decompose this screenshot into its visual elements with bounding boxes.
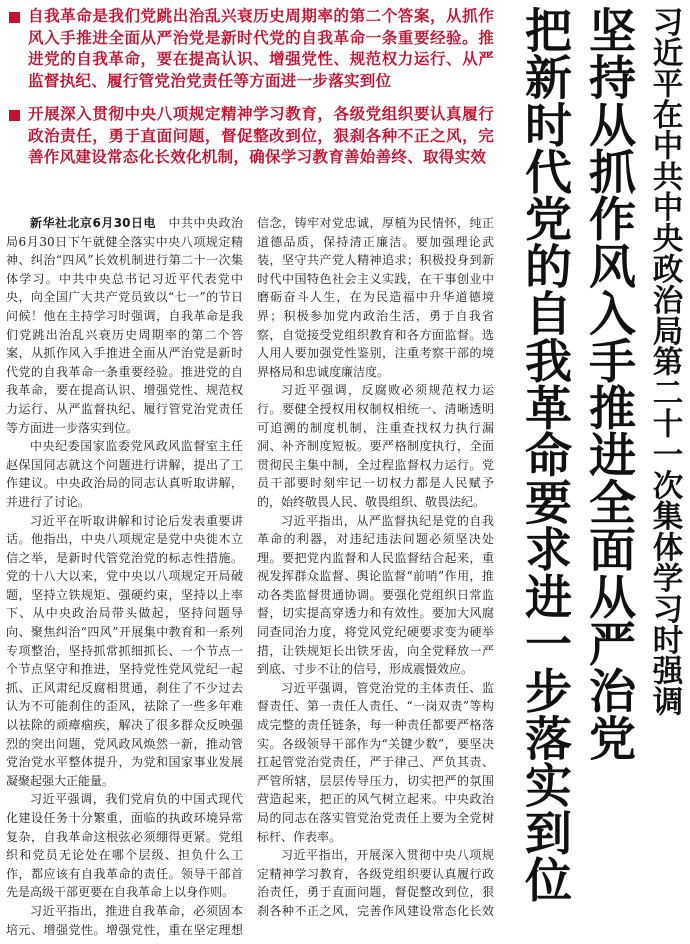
article-paragraph: 习近平强调，反腐败必须规范权力运行。要健全授权用权制权相统一、清晰透明可追溯的制度机制，注重查找权力执行漏洞、补齐制度短板。要严格制度执行，全面贯彻民主集中制，全过程监督权力运行。党员干部要时刻牢记一切权力都是人民赋予的，始终敬畏人民、敬畏组织、敬畏法纪。 <box>257 383 494 509</box>
square-bullet-icon <box>9 110 20 121</box>
summary-block <box>6 6 494 181</box>
article-paragraph: 习近平强调，管党治党的主体责任、监督责任、第一责任人责任、“一岗双责”等构成完整的责任链条，每一种责任都要严格落实。各级领导干部作为“关键少数”，要坚决扛起管党治党责任，严于律己、严负其责、严管所辖，层层传导压力，切实把严的氛围营造起来，把正的风气树立起来。中央政治局的同志在落实管党治党责任上要为全党树标杆、作表率。 <box>257 680 494 844</box>
article-paragraph: 中央纪委国家监委党风政风监督室主任赵保国同志就这个问题进行讲解，提出了工作建议。中央政治局的同志认真听取讲解，并进行了讨论。 <box>6 439 243 509</box>
article-body <box>6 214 494 940</box>
main-headline <box>496 6 640 938</box>
article-paragraph: 习近平指出，推进自我革命，必须固本培元、增强党性。增强党性，重在坚定理想信念，铸牢对党忠诚，厚植为民情怀，纯正道德品质，保持清正廉洁。要加强理论武装，坚守共产党人精神追求；积极投身到新时代中国特色社会主义实践，在干事创业中磨砺奋斗人生，在为民造福中升华道德境界；积极参加党内政治生活，勇于自我省察，自觉接受党组织教育和各方面监督。选人用人要加强党性鉴别，注重考察干部的境界格局和忠诚度廉洁度。 <box>6 216 494 937</box>
main-headline-line1: 坚持从抓作风入手推进全面从严治党 <box>581 6 636 762</box>
paragraph-text: 中共中央政治局6月30日下午就健全落实中央八项规定精神、纠治“四风”长效机制进行第二十一次集体学习。中共中央总书记习近平代表党中央，向全国广大共产党员致以“七一”的节日问候！他在主持学习时强调，自我革命是我们党跳出治乱兴衰历史周期率的第二个答案，从抓作风入手推进全面从严治党是新时代党的自我革命一条重要经验。推进党的自我革命，要在提高认识、增强党性、规范权力运行、从严监督执纪、履行管党治党责任等方面进一步落实到位。 <box>6 216 243 435</box>
summary-text: 开展深入贯彻中央八项规定精神学习教育，各级党组织要认真履行政治责任，勇于直面问题，督促整改到位，狠刹各种不正之风，完善作风建设常态化长效化机制，确保学习教育善始善终、取得实效 <box>28 105 494 166</box>
main-headline-line2: 把新时代党的自我革命要求进一步落实到位 <box>517 6 572 903</box>
square-bullet-icon <box>9 12 20 23</box>
article-paragraph: 习近平指出，开展深入贯彻中央八项规定精神学习教育，各级党组织要认真履行政治责任，勇于直面问题，督促整改到位，狠刹各种不正之风，完善作风建设常态化长效 <box>257 848 494 918</box>
article-paragraph: 习近平强调，我们党肩负的中国式现代化建设任务十分繁重，面临的执政环境异常复杂，自我革命这根弦必须绷得更紧。党组织和党员无论处在哪个层级、担负什么工作，都应该有自我革命的责任。领导干部首先是高级干部更要在自我革命上以身作则。 <box>6 792 243 900</box>
summary-text: 自我革命是我们党跳出治乱兴衰历史周期率的第二个答案，从抓作风入手推进全面从严治党是新时代党的自我革命一条重要经验。推进党的自我革命，要在提高认识、增强党性、规范权力运行、从严监督执纪、履行管党治党责任等方面进一步落实到位 <box>28 7 494 90</box>
article-paragraph <box>6 214 243 437</box>
article-paragraph: 习近平指出，从严监督执纪是党的自我革命的利器，对违纪违法问题必须坚决处理。要把党内监督和人民监督结合起来，重视发挥群众监督、舆论监督“前哨”作用，推动各类监督贯通协调。要强化党组织日常监督，切实提高穿透力和有效性。要加大风腐同查同治力度，将党风党纪硬要求变为硬举措，让铁规矩长出铁牙齿，向全党释放一严到底、寸步不让的信号，形成震慑效应。 <box>257 513 494 677</box>
summary-item <box>6 6 494 92</box>
article-paragraph: 习近平在听取讲解和讨论后发表重要讲话。他指出，中央八项规定是党中央徙木立信之举，是新时代管党治党的标志性措施。党的十八大以来，党中央以八项规定开局破题，坚持立铁规矩、强硬约束，坚持以上率下、从中央政治局带头做起，坚持问题导向、聚焦纠治“四风”开展集中教育和一系列专项整治，坚持抓常抓细抓长、一个节点一个节点坚守和推进，坚持党性党风党纪一起抓、正风肃纪反腐相贯通，刹住了不少过去认为不可能刹住的歪风，祛除了一些多年难以祛除的顽瘴痼疾，解决了很多群众反映强烈的突出问题，党风政风焕然一新，推动管党治党水平整体提升，为党和国家事业发展凝聚起强大正能量。 <box>6 513 243 788</box>
dateline: 新华社北京6月30日电 <box>30 216 156 230</box>
intro-headline: 习近平在中共中央政治局第二十一次集体学习时强调 <box>647 6 682 717</box>
summary-item <box>6 104 494 169</box>
